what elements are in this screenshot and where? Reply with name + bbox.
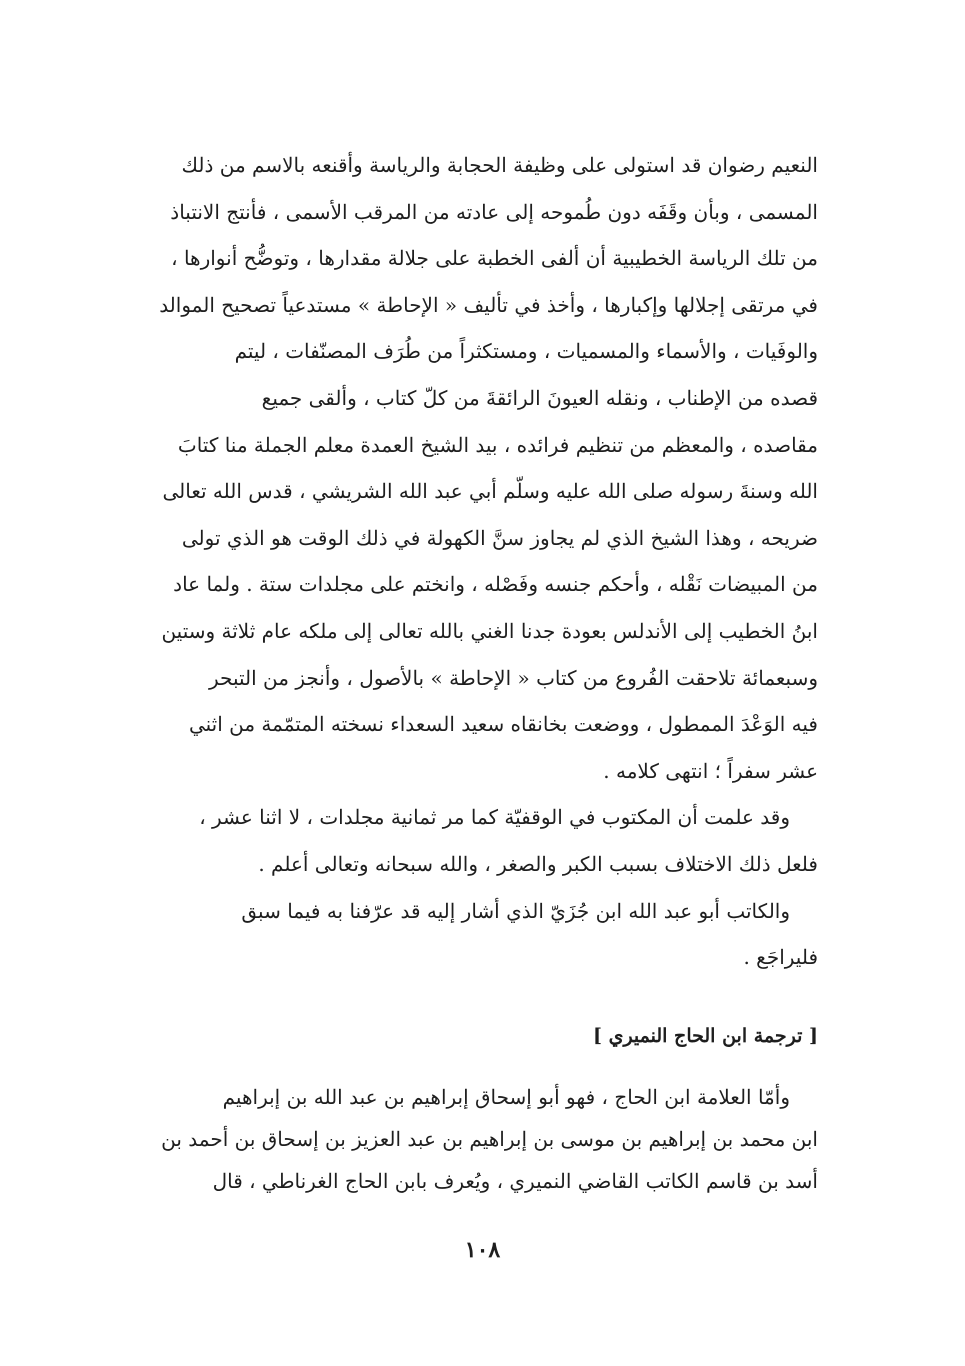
main-text-block <box>108 142 818 981</box>
text-line: قصده من الإطناب ، ونقله العيونَ الرائقةَ من كلّ كتاب ، وألقى جميع <box>261 385 818 410</box>
text-line: مقاصده ، والمعظم من تنظيم فرائده ، بيد الشيخ العمدة معلم الجملة منا كتابَ <box>177 432 818 457</box>
text-line: والوفَيات ، والأسماء والمسميات ، ومستكثراً من طُرَف المصنّفات ، ليتم <box>234 339 818 364</box>
page-number: ١٠٨ <box>464 1237 501 1263</box>
text-line: ابن محمد بن إبراهيم بن موسى بن إبراهيم بن عبد العزيز بن إسحاق بن أحمد بن <box>161 1127 818 1151</box>
text-line: من تلك الرياسة الخطيبية أن ألفى الخطبة على جلالة مقدارها ، وتوضُّح أنوارها ، <box>171 246 818 271</box>
text-line: وقد علمت أن المكتوب في الوقفيّة كما مر ثمانية مجلدات ، لا اثنا عشر ، <box>199 805 790 830</box>
text-line: والكاتب أبو عبد الله ابن جُزَيّ الذي أشار إليه قد عرّفنا به فيما سبق <box>241 898 790 923</box>
text-line: المسمى ، وبأن وقَفَه دون طُموحه إلى عادته من المرقب الأسمى ، فأنتج الانتباذ <box>170 199 818 224</box>
text-line: ابنُ الخطيب إلى الأندلس بعودة جدنا الغني بالله تعالى إلى ملكه عام ثلاثة وستين <box>161 618 818 643</box>
text-line: ضريحه ، وهذا الشيخ الذي لم يجاوز سنَّ الكهولة في ذلك الوقت هو الذي تولى <box>181 525 818 550</box>
text-line: وسبعمائة تلاحقت الفُروع من كتاب « الإحاطة » بالأصول ، وأنجز من التبحر <box>209 665 818 690</box>
section-heading: [ ترجمة ابن الحاج النميري ] <box>592 1025 818 1047</box>
text-line: الله وسنةَ رسوله صلى الله عليه وسلّم أبي عبد الله الشريشي ، قدس الله تعالى <box>162 479 818 504</box>
section-text-block <box>108 1076 818 1202</box>
text-line: أسد بن قاسم الكاتب القاضي النميري ، ويُعرف بابن الحاج الغرناطي ، قال <box>212 1169 818 1193</box>
text-line: النعيم رضوان قد استولى على وظيفة الحجابة والرياسة وأقنعه بالاسم من ذلك <box>181 153 818 177</box>
text-line: فليراجَع . <box>743 945 818 970</box>
text-line: فلعل ذلك الاختلاف بسبب الكبر والصغر ، والله سبحانه وتعالى أعلم . <box>258 851 818 876</box>
text-line: في مرتقى إجلالها وإكبارها ، وأخذ في تأليف « الإحاطة » مستدعياً تصحيح الموالد <box>159 292 818 317</box>
text-line: وأمّا العلامة ابن الحاج ، فهو أبو إسحاق إبراهيم بن عبد الله بن إبراهيم <box>222 1085 790 1109</box>
text-line: من المبيضات نَقْله ، وأحكم جنسه وفَصْله ، وانختم على مجلدات ستة . ولما عاد <box>173 572 818 597</box>
text-line: عشر سفراً ؛ انتهى كلامه . <box>603 758 818 783</box>
text-line: فيه الوَعْدَ الممطول ، ووضعت بخانقاه سعيد السعداء نسخته المتمّمة من اثني <box>188 712 818 737</box>
